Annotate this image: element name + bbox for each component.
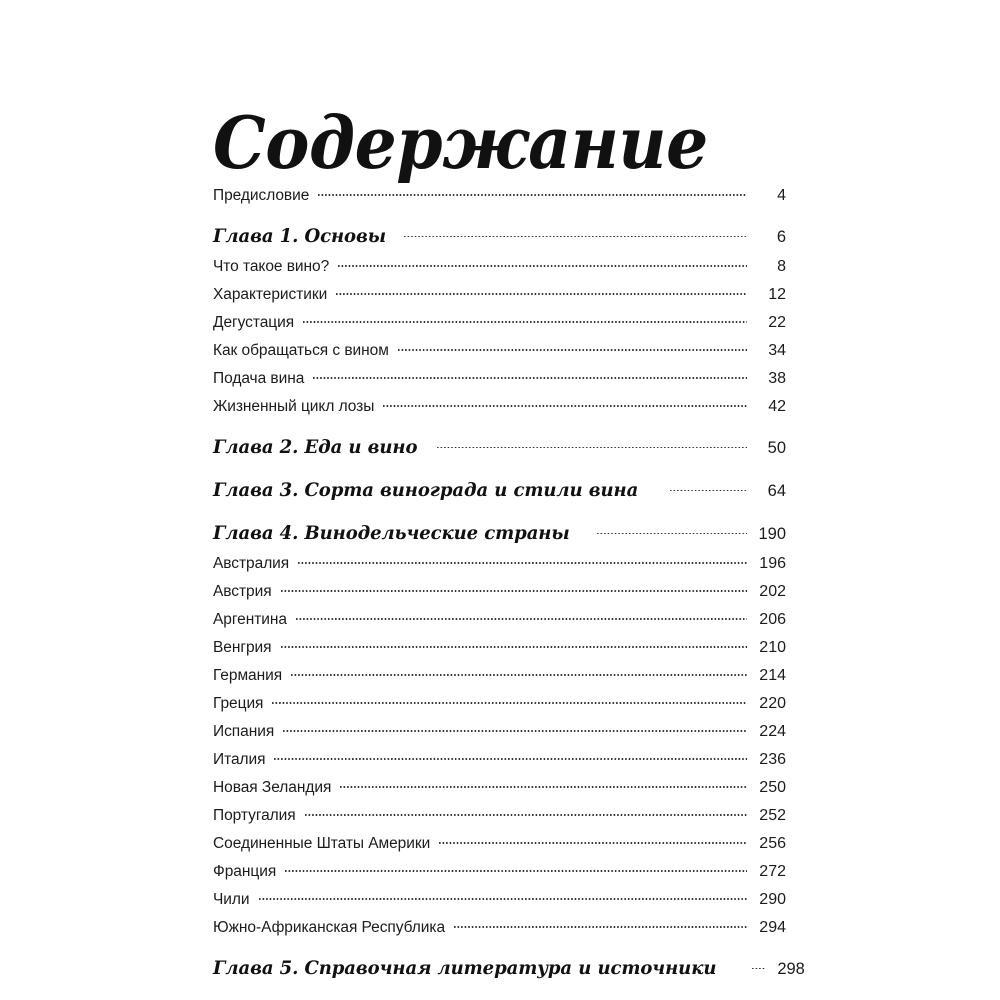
toc-page-number: 206	[759, 611, 786, 628]
toc-chapter-row[interactable]	[213, 951, 805, 985]
dot-leader	[404, 226, 747, 242]
toc-chapter-row[interactable]	[213, 516, 786, 550]
dot-leader	[670, 480, 747, 496]
toc-page-number: 12	[768, 286, 786, 303]
toc-entry-label: Что такое вино?	[213, 258, 330, 275]
dot-leader	[437, 437, 747, 453]
toc-entry-row[interactable]	[213, 634, 786, 662]
toc-entry-label: Франция	[213, 863, 277, 880]
dot-leader	[398, 339, 747, 355]
toc-entry-label: Глава 2. Еда и вино	[213, 436, 418, 458]
toc-page-number: 250	[759, 779, 786, 796]
toc-entry-row[interactable]	[213, 746, 786, 774]
page-title: Содержание	[213, 100, 708, 186]
toc-page-number: 294	[759, 919, 786, 936]
toc-entry-label: Жизненный цикл лозы	[213, 398, 375, 415]
toc-entry-label: Характеристики	[213, 286, 328, 303]
toc-page-number: 64	[767, 482, 786, 500]
dot-leader	[439, 832, 747, 848]
toc-page-number: 220	[759, 695, 786, 712]
toc-entry-row[interactable]	[213, 578, 786, 606]
toc-entry-label: Глава 4. Винодельческие страны	[213, 522, 570, 544]
toc-entry-row[interactable]	[213, 309, 786, 337]
dot-leader	[313, 367, 747, 383]
toc-page-number: 50	[767, 439, 786, 457]
toc-entry-row[interactable]	[213, 550, 786, 578]
toc-page-number: 6	[776, 228, 786, 246]
toc-entry-label: Венгрия	[213, 639, 272, 656]
toc-entry-row[interactable]	[213, 774, 786, 802]
toc-entry-label: Южно-Африканская Республика	[213, 919, 446, 936]
toc-entry-row[interactable]	[213, 662, 786, 690]
dot-leader	[303, 311, 747, 327]
dot-leader	[274, 748, 747, 764]
toc-page-number: 290	[759, 891, 786, 908]
dot-leader	[281, 636, 748, 652]
toc-entry-label: Чили	[213, 891, 250, 908]
toc-entry-label: Германия	[213, 667, 283, 684]
toc-entry-row[interactable]	[213, 182, 786, 210]
toc-page-number: 202	[759, 583, 786, 600]
toc-entry-label: Португалия	[213, 807, 296, 824]
toc-page-number: 210	[759, 639, 786, 656]
toc-entry-row[interactable]	[213, 337, 786, 365]
toc-entry-label: Глава 3. Сорта винограда и стили вина	[213, 479, 639, 501]
toc-page-number: 190	[758, 525, 786, 543]
dot-leader	[281, 580, 747, 596]
dot-leader	[296, 608, 747, 624]
toc-entry-row[interactable]	[213, 690, 786, 718]
toc-page-number: 298	[777, 960, 805, 978]
toc-entry-row[interactable]	[213, 802, 786, 830]
toc-page-number: 4	[777, 187, 786, 204]
toc-entry-label: Дегустация	[213, 314, 295, 331]
toc-entry-row[interactable]	[213, 365, 786, 393]
toc-entry-row[interactable]	[213, 914, 786, 942]
toc-entry-label: Глава 1. Основы	[213, 225, 387, 247]
toc-entry-row[interactable]	[213, 281, 786, 309]
toc-entry-label: Австрия	[213, 583, 272, 600]
toc-page-number: 8	[777, 258, 786, 275]
toc-entry-label: Подача вина	[213, 370, 305, 387]
toc-entry-row[interactable]	[213, 606, 786, 634]
toc-entry-label: Австралия	[213, 555, 290, 572]
toc-entry-label: Как обращаться с вином	[213, 342, 389, 359]
dot-leader	[285, 860, 747, 876]
toc-entry-label: Аргентина	[213, 611, 287, 628]
toc-page-number: 236	[759, 751, 786, 768]
toc-entry-label: Греция	[213, 695, 264, 712]
toc-page-number: 252	[759, 807, 786, 824]
toc-entry-label: Предисловие	[213, 187, 310, 204]
dot-leader	[298, 552, 747, 568]
dot-leader	[454, 916, 747, 932]
toc-entry-label: Соединенные Штаты Америки	[213, 835, 431, 852]
toc-page-number: 42	[768, 398, 786, 415]
dot-leader	[305, 804, 747, 820]
dot-leader	[597, 523, 747, 539]
toc-page-number: 38	[768, 370, 786, 387]
toc-entry-label: Италия	[213, 751, 266, 768]
toc-entry-row[interactable]	[213, 253, 786, 281]
toc-page-number: 224	[759, 723, 786, 740]
toc-chapter-row[interactable]	[213, 219, 786, 253]
toc-page-number: 196	[759, 555, 786, 572]
toc-chapter-row[interactable]	[213, 430, 786, 464]
toc-chapter-row[interactable]	[213, 473, 786, 507]
toc-entry-row[interactable]	[213, 830, 786, 858]
dot-leader	[338, 255, 747, 271]
toc-entry-label: Испания	[213, 723, 275, 740]
toc-entry-label: Глава 5. Справочная литература и источники	[213, 957, 717, 979]
toc-page-number: 34	[768, 342, 786, 359]
toc-entry-label: Новая Зеландия	[213, 779, 332, 796]
dot-leader	[283, 720, 747, 736]
toc-page-number: 256	[759, 835, 786, 852]
toc-entry-row[interactable]	[213, 718, 786, 746]
toc-page-number: 22	[768, 314, 786, 331]
dot-leader	[272, 692, 747, 708]
dot-leader	[259, 888, 748, 904]
dot-leader	[336, 283, 747, 299]
toc-entry-row[interactable]	[213, 858, 786, 886]
toc-entry-row[interactable]	[213, 393, 786, 421]
toc-entry-row[interactable]	[213, 886, 786, 914]
dot-leader	[291, 664, 747, 680]
dot-leader	[752, 958, 766, 974]
toc-page-number: 214	[759, 667, 786, 684]
dot-leader	[383, 395, 747, 411]
dot-leader	[318, 184, 747, 200]
table-of-contents-list	[213, 182, 805, 985]
dot-leader	[340, 776, 747, 792]
toc-page-number: 272	[759, 863, 786, 880]
